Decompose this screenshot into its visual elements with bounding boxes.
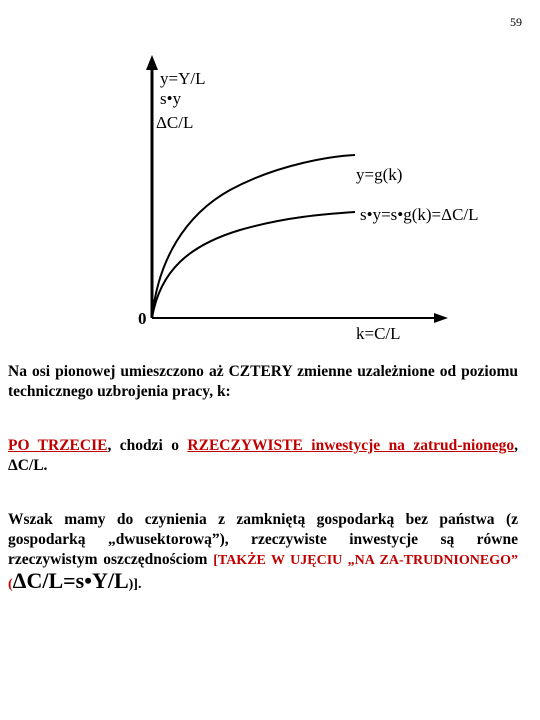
x-axis-label: k=C/L <box>356 324 401 343</box>
paragraph-third-text: , chodzi o <box>107 437 188 454</box>
paragraph-third <box>8 436 518 476</box>
page-number: 59 <box>510 15 522 29</box>
highlight-na-zatrudnionego: [TAKŻE W UJĘCIU „NA ZA-TRUDNIONEGO” ( <box>8 553 518 592</box>
curve-output-label: y=g(k) <box>356 165 403 184</box>
curve-savings <box>152 212 355 318</box>
x-axis-arrow <box>434 313 448 323</box>
curve-output <box>152 155 355 318</box>
y-axis-label-3: ΔC/L <box>156 113 194 132</box>
y-axis-arrow <box>146 55 158 70</box>
paragraph-third-tail: , ΔC/L. <box>8 437 518 474</box>
paragraph-conclusion-tail: )]. <box>128 577 142 592</box>
paragraph-conclusion-text: Wszak mamy do czynienia z zamkniętą gospodarką bez państwa (z gospodarką „dwusektorową”), rzeczywiste inwestycje są równe rzeczywistym oszczędnościom <box>8 511 518 568</box>
highlight-po-trzecie: PO TRZECIE <box>8 437 108 454</box>
graph <box>0 0 540 340</box>
curve-savings-label: s•y=s•g(k)=ΔC/L <box>360 205 479 224</box>
y-axis-label-2: s•y <box>160 89 182 108</box>
paragraph-intro: Na osi pionowej umieszczono aż CZTERY zmienne uzależnione od poziomu technicznego uzbrojenia pracy, k: <box>8 363 518 400</box>
y-axis-label-1: y=Y/L <box>160 69 206 88</box>
highlight-rzeczywiste: RZECZYWISTE inwestycje na zatrud-nionego <box>187 437 515 454</box>
paragraph-conclusion <box>8 510 518 595</box>
formula: ΔC/L=s•Y/L <box>12 568 129 593</box>
origin-label: 0 <box>138 309 147 328</box>
